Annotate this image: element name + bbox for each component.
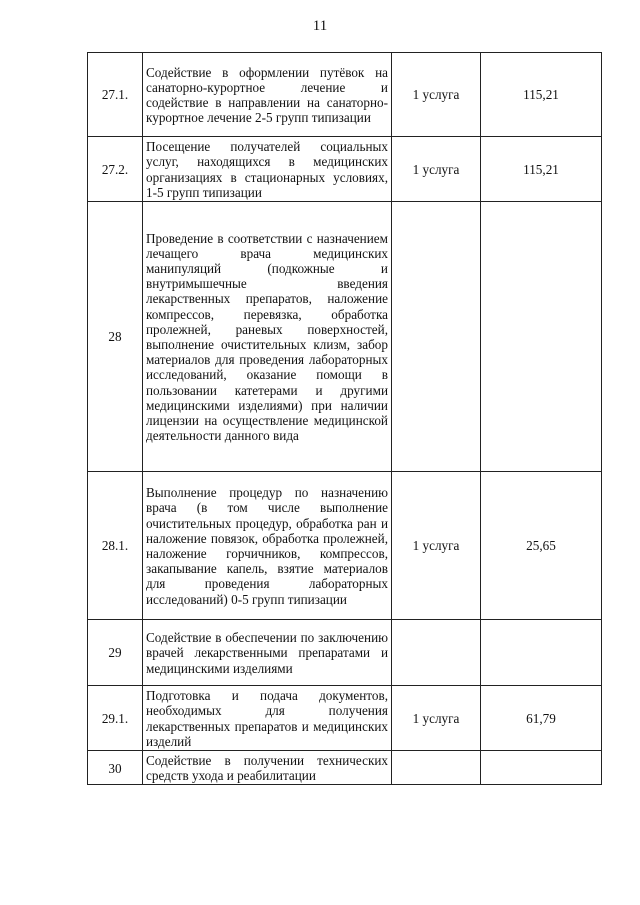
table-row — [88, 137, 602, 202]
row-number: 29 — [88, 620, 143, 686]
row-number: 27.2. — [88, 137, 143, 202]
service-description: Подготовка и подача документов, необходимых для получения лекарственных препаратов и медицинских изделий — [143, 686, 392, 751]
table-row — [88, 751, 602, 785]
service-description: Содействие в обеспечении по заключению врачей лекарственными препаратами и медицинскими изделиями — [143, 620, 392, 686]
tariff-price: 25,65 — [481, 472, 602, 620]
tariff-price — [481, 751, 602, 785]
service-description: Посещение получателей социальных услуг, находящихся в медицинских организациях в стационарных условиях, 1-5 групп типизации — [143, 137, 392, 202]
table-row — [88, 53, 602, 137]
unit-of-measure: 1 услуга — [392, 472, 481, 620]
table-row — [88, 686, 602, 751]
table-row — [88, 472, 602, 620]
service-description: Содействие в получении технических средств ухода и реабилитации — [143, 751, 392, 785]
services-table — [87, 52, 602, 785]
tariff-price — [481, 620, 602, 686]
service-description: Проведение в соответствии с назначением лечащего врача медицинских манипуляций (подкожные и внутримышечные введения лекарственных препаратов, наложение компрессов, перевязка, обработка пролежней, раневых поверхностей, выполнение очистительных клизм, забор материалов для проведения лабораторных исследований, оказание помощи в пользовании катетерами и другими медицинскими изделиями) при наличии лицензии на осуществление медицинской деятельности данного вида — [143, 202, 392, 472]
unit-of-measure: 1 услуга — [392, 137, 481, 202]
row-number: 28 — [88, 202, 143, 472]
tariff-price: 61,79 — [481, 686, 602, 751]
unit-of-measure: 1 услуга — [392, 53, 481, 137]
service-description: Выполнение процедур по назначению врача (в том числе выполнение очистительных процедур, обработка ран и наложение повязок, обработка пролежней, наложение горчичников, компрессов, закапывание капель, взятие материалов для проведения лабораторных исследований) 0-5 групп типизации — [143, 472, 392, 620]
table-row — [88, 620, 602, 686]
unit-of-measure — [392, 751, 481, 785]
row-number: 29.1. — [88, 686, 143, 751]
row-number: 30 — [88, 751, 143, 785]
page-number: 11 — [312, 18, 328, 34]
tariff-price: 115,21 — [481, 53, 602, 137]
unit-of-measure — [392, 202, 481, 472]
row-number: 28.1. — [88, 472, 143, 620]
unit-of-measure: 1 услуга — [392, 686, 481, 751]
unit-of-measure — [392, 620, 481, 686]
tariff-price — [481, 202, 602, 472]
tariff-price: 115,21 — [481, 137, 602, 202]
service-description: Содействие в оформлении путёвок на санаторно-курортное лечение и содействие в направлении на санаторно-курортное лечение 2-5 групп типизации — [143, 53, 392, 137]
table-row — [88, 202, 602, 472]
row-number: 27.1. — [88, 53, 143, 137]
